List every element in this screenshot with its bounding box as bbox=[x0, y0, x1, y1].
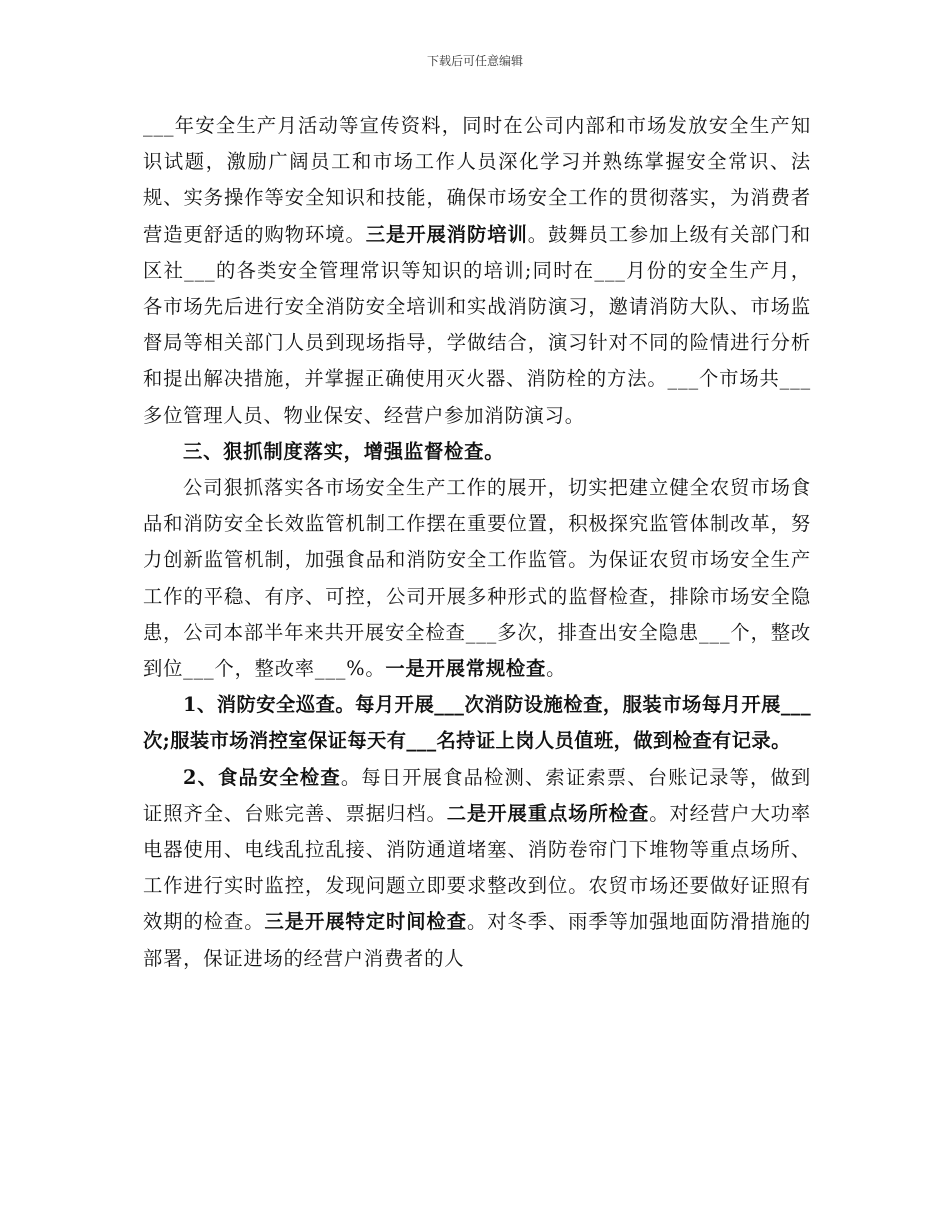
text-segment: 。鼓舞员工参加上级有关部门和区社___的各类安全管理常识等知识的培训;同时在___月份的安全生产月，各市场先后进行安全消防安全培训和实战消防演习，邀请消防大队、市场监督局等相关部门人员到现场指导，学做结合，演习针对不同的险情进行分析和提出解决措施，并掌握正确使用灭火器、消防栓的方法。___个市场共___多位管理人员、物业保安、经营户参加消防演习。 bbox=[143, 222, 811, 427]
text-segment: 公司狠抓落实各市场安全生产工作的展开，切实把建立健全农贸市场食品和消防安全长效监管机制工作摆在重要位置，积极探究监管体制改革，努力创新监管机制，加强食品和消防安全工作监管。为保证农贸市场安全生产工作的平稳、有序、可控，公司开展多种形式的监督检查，排除市场安全隐患，公司本部半年来共开展安全检查___多次，排查出安全隐患___个，整改到位___个，整改率___%。 bbox=[143, 476, 811, 681]
emphasis-routine-inspection: 一是开展常规检查 bbox=[385, 657, 547, 681]
emphasis-specific-time-inspection: 三是开展特定时间检查 bbox=[264, 910, 467, 934]
paragraph-supervision bbox=[143, 470, 811, 687]
emphasis-fire-training: 三是开展消防培训 bbox=[365, 222, 528, 246]
document-body bbox=[143, 108, 811, 977]
page-header: 下载后可任意编辑 bbox=[426, 54, 523, 68]
paragraph-fire-patrol bbox=[143, 687, 811, 759]
emphasis-key-venue-inspection: 二是开展重点场所检查 bbox=[446, 801, 650, 825]
text-segment: 。 bbox=[546, 657, 567, 681]
section-heading-text: 三、狠抓制度落实，增强监督检查。 bbox=[183, 439, 505, 463]
emphasis-food-safety: 2、食品安全检查 bbox=[183, 765, 341, 789]
text-segment: 1、消防安全巡查。每月开展___次消防设施检查，服装市场每月开展___次;服装市场消控室保证每天有___名持证上岗人员值班，做到检查有记录。 bbox=[143, 693, 811, 753]
text-segment: 。每日开展食品检测、索证索票、台账记录等，做到证照齐全、台账完善、票据归档。 bbox=[143, 765, 811, 825]
text-segment: 。对经营户大功率电器使用、电线乱拉乱接、消防通道堵塞、消防卷帘门下堆物等重点场所、工作进行实时监控，发现问题立即要求整改到位。农贸市场还要做好证照有效期的检查。 bbox=[143, 801, 812, 934]
section-heading-3 bbox=[143, 434, 811, 470]
text-segment: ___年安全生产月活动等宣传资料，同时在公司内部和市场发放安全生产知识试题，激励广阔员工和市场工作人员深化学习并熟练掌握安全常识、法规、实务操作等安全知识和技能，确保市场安全工作的贯彻落实，为消费者营造更舒适的购物环境。 bbox=[143, 114, 811, 246]
paragraph-publicity-and-fire-training bbox=[143, 108, 811, 434]
paragraph-food-safety bbox=[143, 760, 811, 977]
text-segment: 。对冬季、雨季等加强地面防滑措施的部署，保证进场的经营户消费者的人 bbox=[143, 910, 811, 970]
